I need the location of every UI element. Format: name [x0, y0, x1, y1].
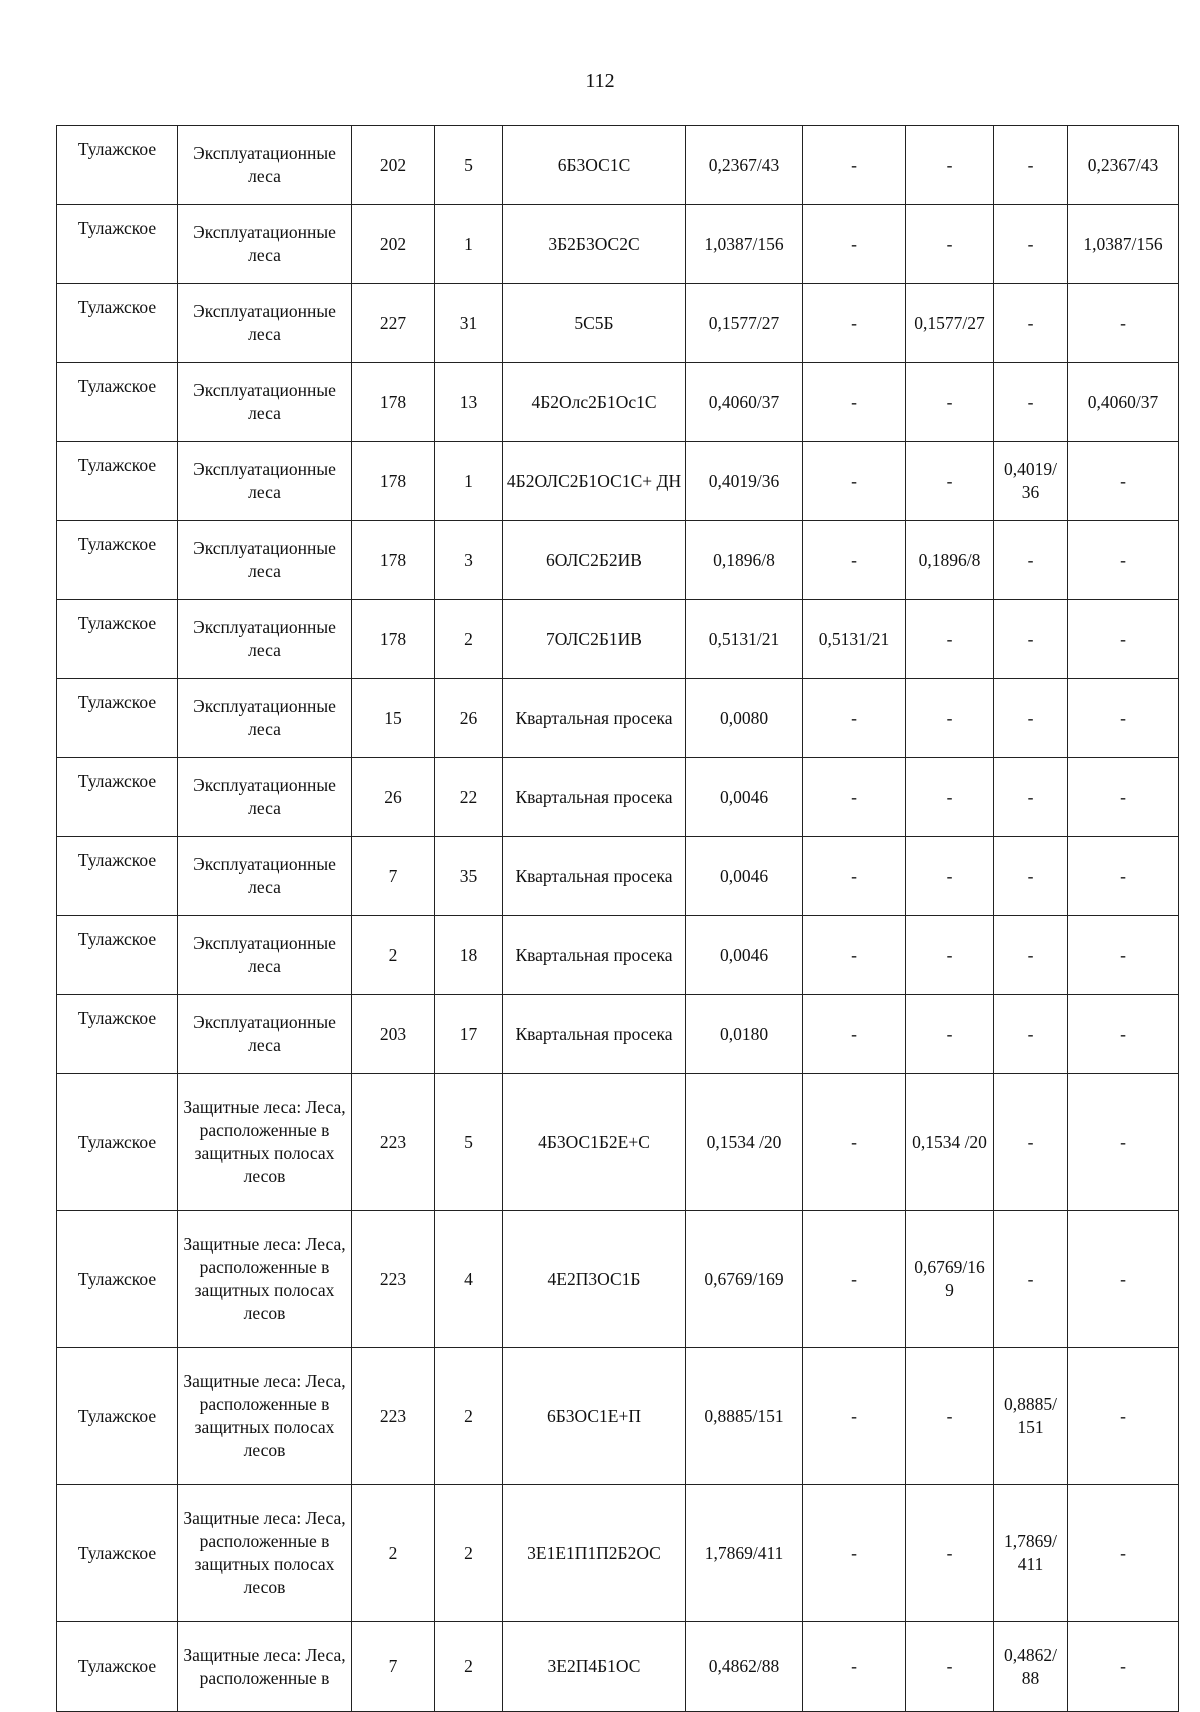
kvartal-cell: 202	[352, 126, 435, 205]
sostav-cell: 4Б2Олс2Б1Ос1С	[503, 363, 686, 442]
sostav-cell: Квартальная просека	[503, 758, 686, 837]
vydel-cell: 31	[435, 284, 503, 363]
area-col-2-cell: 0,6769/16 9	[906, 1211, 994, 1348]
area-col-1-cell: -	[803, 205, 906, 284]
lesnichestvo-cell: Тулажское	[57, 1074, 178, 1211]
area-col-3-cell: -	[994, 1211, 1068, 1348]
area-col-3-cell: -	[994, 363, 1068, 442]
total-area-cell: 0,0046	[686, 758, 803, 837]
category-cell: Эксплуатационные леса	[178, 758, 352, 837]
area-col-3-cell: -	[994, 995, 1068, 1074]
kvartal-cell: 178	[352, 600, 435, 679]
kvartal-cell: 2	[352, 916, 435, 995]
area-col-1-cell: 0,5131/21	[803, 600, 906, 679]
category-cell: Эксплуатационные леса	[178, 363, 352, 442]
total-area-cell: 0,0180	[686, 995, 803, 1074]
total-area-cell: 0,6769/169	[686, 1211, 803, 1348]
area-col-4-cell: -	[1068, 1348, 1179, 1485]
kvartal-cell: 227	[352, 284, 435, 363]
sostav-cell: 7ОЛС2Б1ИВ	[503, 600, 686, 679]
total-area-cell: 0,1896/8	[686, 521, 803, 600]
lesnichestvo-cell: Тулажское	[57, 442, 178, 521]
category-cell: Эксплуатационные леса	[178, 205, 352, 284]
kvartal-cell: 2	[352, 1485, 435, 1622]
area-col-1-cell: -	[803, 1622, 906, 1712]
area-col-1-cell: -	[803, 679, 906, 758]
vydel-cell: 35	[435, 837, 503, 916]
total-area-cell: 0,1577/27	[686, 284, 803, 363]
area-col-4-cell: -	[1068, 679, 1179, 758]
category-cell: Эксплуатационные леса	[178, 284, 352, 363]
sostav-cell: 6ОЛС2Б2ИВ	[503, 521, 686, 600]
vydel-cell: 22	[435, 758, 503, 837]
area-col-3-cell: -	[994, 837, 1068, 916]
kvartal-cell: 15	[352, 679, 435, 758]
vydel-cell: 4	[435, 1211, 503, 1348]
kvartal-cell: 202	[352, 205, 435, 284]
area-col-2-cell: -	[906, 363, 994, 442]
area-col-4-cell: -	[1068, 995, 1179, 1074]
sostav-cell: 3Е1Е1П1П2Б2ОС	[503, 1485, 686, 1622]
area-col-3-cell: -	[994, 1074, 1068, 1211]
table-row	[57, 205, 1179, 284]
total-area-cell: 1,7869/411	[686, 1485, 803, 1622]
kvartal-cell: 223	[352, 1074, 435, 1211]
area-col-4-cell: -	[1068, 284, 1179, 363]
vydel-cell: 2	[435, 1348, 503, 1485]
area-col-4-cell: -	[1068, 1622, 1179, 1712]
total-area-cell: 0,0080	[686, 679, 803, 758]
table-row	[57, 837, 1179, 916]
area-col-3-cell: -	[994, 205, 1068, 284]
sostav-cell: Квартальная просека	[503, 837, 686, 916]
area-col-1-cell: -	[803, 1211, 906, 1348]
category-cell: Эксплуатационные леса	[178, 442, 352, 521]
category-cell: Защитные леса: Леса, расположенные в	[178, 1622, 352, 1712]
area-col-1-cell: -	[803, 1074, 906, 1211]
lesnichestvo-cell: Тулажское	[57, 837, 178, 916]
area-col-1-cell: -	[803, 916, 906, 995]
vydel-cell: 1	[435, 205, 503, 284]
vydel-cell: 26	[435, 679, 503, 758]
category-cell: Эксплуатационные леса	[178, 916, 352, 995]
area-col-3-cell: -	[994, 126, 1068, 205]
table-row	[57, 521, 1179, 600]
total-area-cell: 0,1534 /20	[686, 1074, 803, 1211]
sostav-cell: 4Е2П3ОС1Б	[503, 1211, 686, 1348]
sostav-cell: 4Б2ОЛС2Б1ОС1С+ ДН	[503, 442, 686, 521]
area-col-3-cell: 0,4019/ 36	[994, 442, 1068, 521]
sostav-cell: 6Б3ОС1Е+П	[503, 1348, 686, 1485]
table-row	[57, 679, 1179, 758]
lesnichestvo-cell: Тулажское	[57, 679, 178, 758]
vydel-cell: 17	[435, 995, 503, 1074]
lesnichestvo-cell: Тулажское	[57, 1485, 178, 1622]
area-col-1-cell: -	[803, 758, 906, 837]
vydel-cell: 13	[435, 363, 503, 442]
total-area-cell: 0,5131/21	[686, 600, 803, 679]
area-col-1-cell: -	[803, 1485, 906, 1622]
kvartal-cell: 7	[352, 837, 435, 916]
area-col-1-cell: -	[803, 363, 906, 442]
forest-plots-table	[56, 125, 1179, 1712]
vydel-cell: 5	[435, 126, 503, 205]
sostav-cell: 6Б3ОС1С	[503, 126, 686, 205]
table-body	[57, 126, 1179, 1712]
sostav-cell: 3Б2Б3ОС2С	[503, 205, 686, 284]
category-cell: Защитные леса: Леса, расположенные в защитных полосах лесов	[178, 1485, 352, 1622]
area-col-3-cell: -	[994, 916, 1068, 995]
kvartal-cell: 223	[352, 1348, 435, 1485]
area-col-4-cell: -	[1068, 1485, 1179, 1622]
table-row	[57, 1211, 1179, 1348]
lesnichestvo-cell: Тулажское	[57, 126, 178, 205]
category-cell: Эксплуатационные леса	[178, 126, 352, 205]
page-number: 112	[585, 70, 615, 92]
lesnichestvo-cell: Тулажское	[57, 916, 178, 995]
area-col-4-cell: -	[1068, 1211, 1179, 1348]
area-col-1-cell: -	[803, 284, 906, 363]
table-row	[57, 126, 1179, 205]
area-col-4-cell: 1,0387/156	[1068, 205, 1179, 284]
table-row	[57, 1485, 1179, 1622]
vydel-cell: 1	[435, 442, 503, 521]
kvartal-cell: 26	[352, 758, 435, 837]
area-col-4-cell: -	[1068, 837, 1179, 916]
total-area-cell: 0,0046	[686, 837, 803, 916]
category-cell: Эксплуатационные леса	[178, 837, 352, 916]
total-area-cell: 0,4060/37	[686, 363, 803, 442]
area-col-2-cell: -	[906, 126, 994, 205]
area-col-4-cell: -	[1068, 521, 1179, 600]
sostav-cell: 4Б3ОС1Б2Е+С	[503, 1074, 686, 1211]
area-col-2-cell: 0,1534 /20	[906, 1074, 994, 1211]
lesnichestvo-cell: Тулажское	[57, 1348, 178, 1485]
table-row	[57, 1622, 1179, 1712]
area-col-2-cell: -	[906, 1348, 994, 1485]
table-row	[57, 442, 1179, 521]
category-cell: Защитные леса: Леса, расположенные в защитных полосах лесов	[178, 1348, 352, 1485]
lesnichestvo-cell: Тулажское	[57, 995, 178, 1074]
area-col-2-cell: 0,1577/27	[906, 284, 994, 363]
area-col-2-cell: -	[906, 205, 994, 284]
area-col-3-cell: 1,7869/ 411	[994, 1485, 1068, 1622]
lesnichestvo-cell: Тулажское	[57, 1622, 178, 1712]
total-area-cell: 1,0387/156	[686, 205, 803, 284]
area-col-2-cell: -	[906, 758, 994, 837]
area-col-3-cell: -	[994, 679, 1068, 758]
area-col-2-cell: -	[906, 600, 994, 679]
table-row	[57, 363, 1179, 442]
area-col-2-cell: -	[906, 1622, 994, 1712]
area-col-4-cell: 0,4060/37	[1068, 363, 1179, 442]
lesnichestvo-cell: Тулажское	[57, 205, 178, 284]
table-row	[57, 758, 1179, 837]
lesnichestvo-cell: Тулажское	[57, 521, 178, 600]
area-col-4-cell: -	[1068, 600, 1179, 679]
area-col-3-cell: -	[994, 758, 1068, 837]
lesnichestvo-cell: Тулажское	[57, 363, 178, 442]
kvartal-cell: 223	[352, 1211, 435, 1348]
table-row	[57, 916, 1179, 995]
vydel-cell: 18	[435, 916, 503, 995]
area-col-2-cell: -	[906, 995, 994, 1074]
area-col-4-cell: -	[1068, 758, 1179, 837]
total-area-cell: 0,2367/43	[686, 126, 803, 205]
category-cell: Эксплуатационные леса	[178, 521, 352, 600]
area-col-4-cell: -	[1068, 1074, 1179, 1211]
area-col-3-cell: -	[994, 521, 1068, 600]
vydel-cell: 2	[435, 1485, 503, 1622]
lesnichestvo-cell: Тулажское	[57, 1211, 178, 1348]
category-cell: Защитные леса: Леса, расположенные в защитных полосах лесов	[178, 1074, 352, 1211]
category-cell: Защитные леса: Леса, расположенные в защитных полосах лесов	[178, 1211, 352, 1348]
area-col-1-cell: -	[803, 837, 906, 916]
category-cell: Эксплуатационные леса	[178, 679, 352, 758]
area-col-1-cell: -	[803, 995, 906, 1074]
area-col-1-cell: -	[803, 442, 906, 521]
category-cell: Эксплуатационные леса	[178, 995, 352, 1074]
total-area-cell: 0,4019/36	[686, 442, 803, 521]
lesnichestvo-cell: Тулажское	[57, 284, 178, 363]
vydel-cell: 2	[435, 600, 503, 679]
kvartal-cell: 178	[352, 442, 435, 521]
area-col-2-cell: -	[906, 916, 994, 995]
total-area-cell: 0,0046	[686, 916, 803, 995]
area-col-3-cell: -	[994, 284, 1068, 363]
table-row	[57, 995, 1179, 1074]
area-col-2-cell: -	[906, 442, 994, 521]
area-col-2-cell: -	[906, 1485, 994, 1622]
lesnichestvo-cell: Тулажское	[57, 758, 178, 837]
table-row	[57, 600, 1179, 679]
lesnichestvo-cell: Тулажское	[57, 600, 178, 679]
total-area-cell: 0,4862/88	[686, 1622, 803, 1712]
area-col-3-cell: 0,4862/ 88	[994, 1622, 1068, 1712]
category-cell: Эксплуатационные леса	[178, 600, 352, 679]
table-row	[57, 284, 1179, 363]
area-col-4-cell: -	[1068, 442, 1179, 521]
sostav-cell: Квартальная просека	[503, 995, 686, 1074]
sostav-cell: 5С5Б	[503, 284, 686, 363]
area-col-4-cell: -	[1068, 916, 1179, 995]
vydel-cell: 2	[435, 1622, 503, 1712]
table-row	[57, 1348, 1179, 1485]
kvartal-cell: 178	[352, 363, 435, 442]
area-col-2-cell: 0,1896/8	[906, 521, 994, 600]
sostav-cell: Квартальная просека	[503, 679, 686, 758]
sostav-cell: 3Е2П4Б1ОС	[503, 1622, 686, 1712]
table-row	[57, 1074, 1179, 1211]
area-col-1-cell: -	[803, 126, 906, 205]
area-col-3-cell: 0,8885/ 151	[994, 1348, 1068, 1485]
kvartal-cell: 7	[352, 1622, 435, 1712]
area-col-2-cell: -	[906, 679, 994, 758]
kvartal-cell: 178	[352, 521, 435, 600]
kvartal-cell: 203	[352, 995, 435, 1074]
vydel-cell: 3	[435, 521, 503, 600]
area-col-1-cell: -	[803, 521, 906, 600]
area-col-2-cell: -	[906, 837, 994, 916]
area-col-4-cell: 0,2367/43	[1068, 126, 1179, 205]
vydel-cell: 5	[435, 1074, 503, 1211]
total-area-cell: 0,8885/151	[686, 1348, 803, 1485]
area-col-1-cell: -	[803, 1348, 906, 1485]
sostav-cell: Квартальная просека	[503, 916, 686, 995]
area-col-3-cell: -	[994, 600, 1068, 679]
